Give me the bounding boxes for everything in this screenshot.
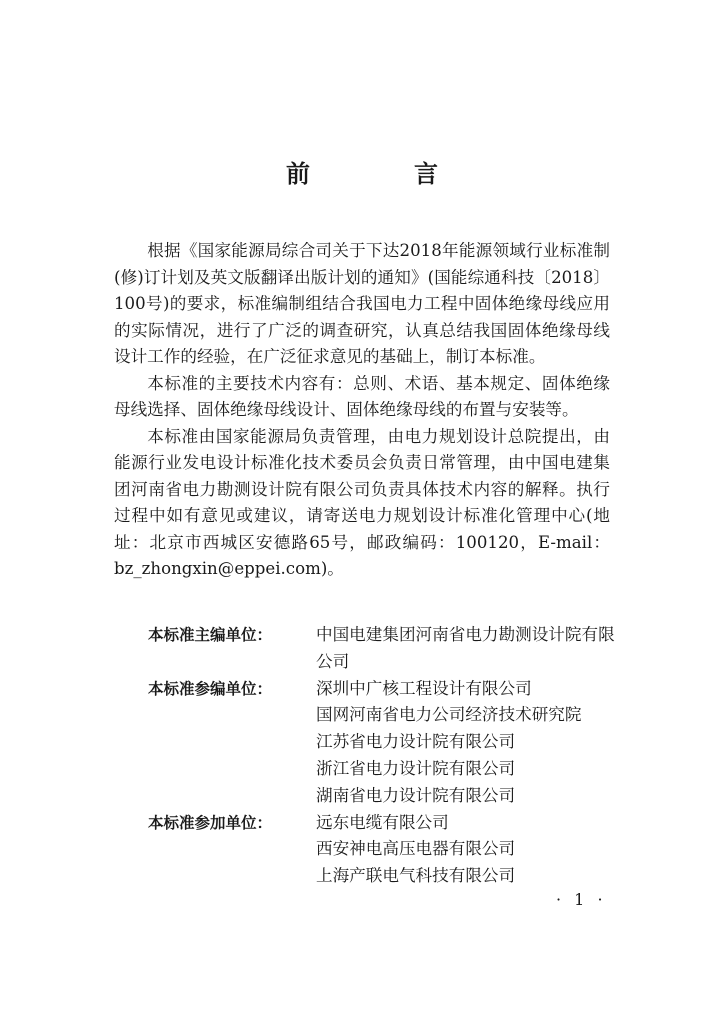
chief-editor-list <box>316 622 624 676</box>
page-number: · 1 · <box>556 890 607 909</box>
participating-editors-label: 本标准参编单位： <box>148 679 273 698</box>
chief-editor-group <box>114 622 624 676</box>
unit-item: 浙江省电力设计院有限公司 <box>316 758 516 778</box>
paragraph-basis: 根据《国家能源局综合司关于下达2018年能源领域行业标准制(修)订计划及英文版翻译出版计划的通知》(国能综通科技〔2018〕100号)的要求，标准编制组结合我国电力工程中固体绝缘母线应用的实际情况，进行了广泛的调查研究，认真总结我国固体绝缘母线设计工作的经验，在广泛征求意见的基础上，制订本标准。 <box>114 241 610 366</box>
paragraph-management: 本标准由国家能源局负责管理，由电力规划设计总院提出，由能源行业发电设计标准化技术委员会负责日常管理，由中国电建集团河南省电力勘测设计院有限公司负责具体技术内容的解释。执行过程中如有意见或建议，请寄送电力规划设计标准化管理中心(地址：北京市西城区安德路65号，邮政编码：100120，E-mail：bz_zhongxin@eppei.com)。 <box>114 426 610 578</box>
chief-editor-label: 本标准主编单位： <box>148 626 273 644</box>
participating-units-group <box>114 810 624 890</box>
unit-item: 远东电缆有限公司 <box>316 812 449 832</box>
paragraph-content: 本标准的主要技术内容有：总则、术语、基本规定、固体绝缘母线选择、固体绝缘母线设计、固体绝缘母线的布置与安装等。 <box>114 373 610 419</box>
participating-editors-list <box>316 676 624 810</box>
participating-units-label: 本标准参加单位： <box>148 813 273 832</box>
unit-item: 上海产联电气科技有限公司 <box>316 866 516 886</box>
unit-item: 江苏省电力设计院有限公司 <box>316 732 516 752</box>
participating-editors-group <box>114 676 624 810</box>
page-title: 前 言 <box>286 160 478 188</box>
unit-item: 国网河南省电力公司经济技术研究院 <box>316 705 582 725</box>
unit-item: 西安神电高压电器有限公司 <box>316 839 516 859</box>
editing-units <box>114 622 624 890</box>
participating-units-list <box>316 810 624 890</box>
unit-item: 湖南省电力设计院有限公司 <box>316 785 516 805</box>
unit-item: 中国电建集团河南省电力勘测设计院有限公司 <box>316 625 615 671</box>
unit-item: 深圳中广核工程设计有限公司 <box>316 678 532 698</box>
preface-body <box>114 238 610 583</box>
